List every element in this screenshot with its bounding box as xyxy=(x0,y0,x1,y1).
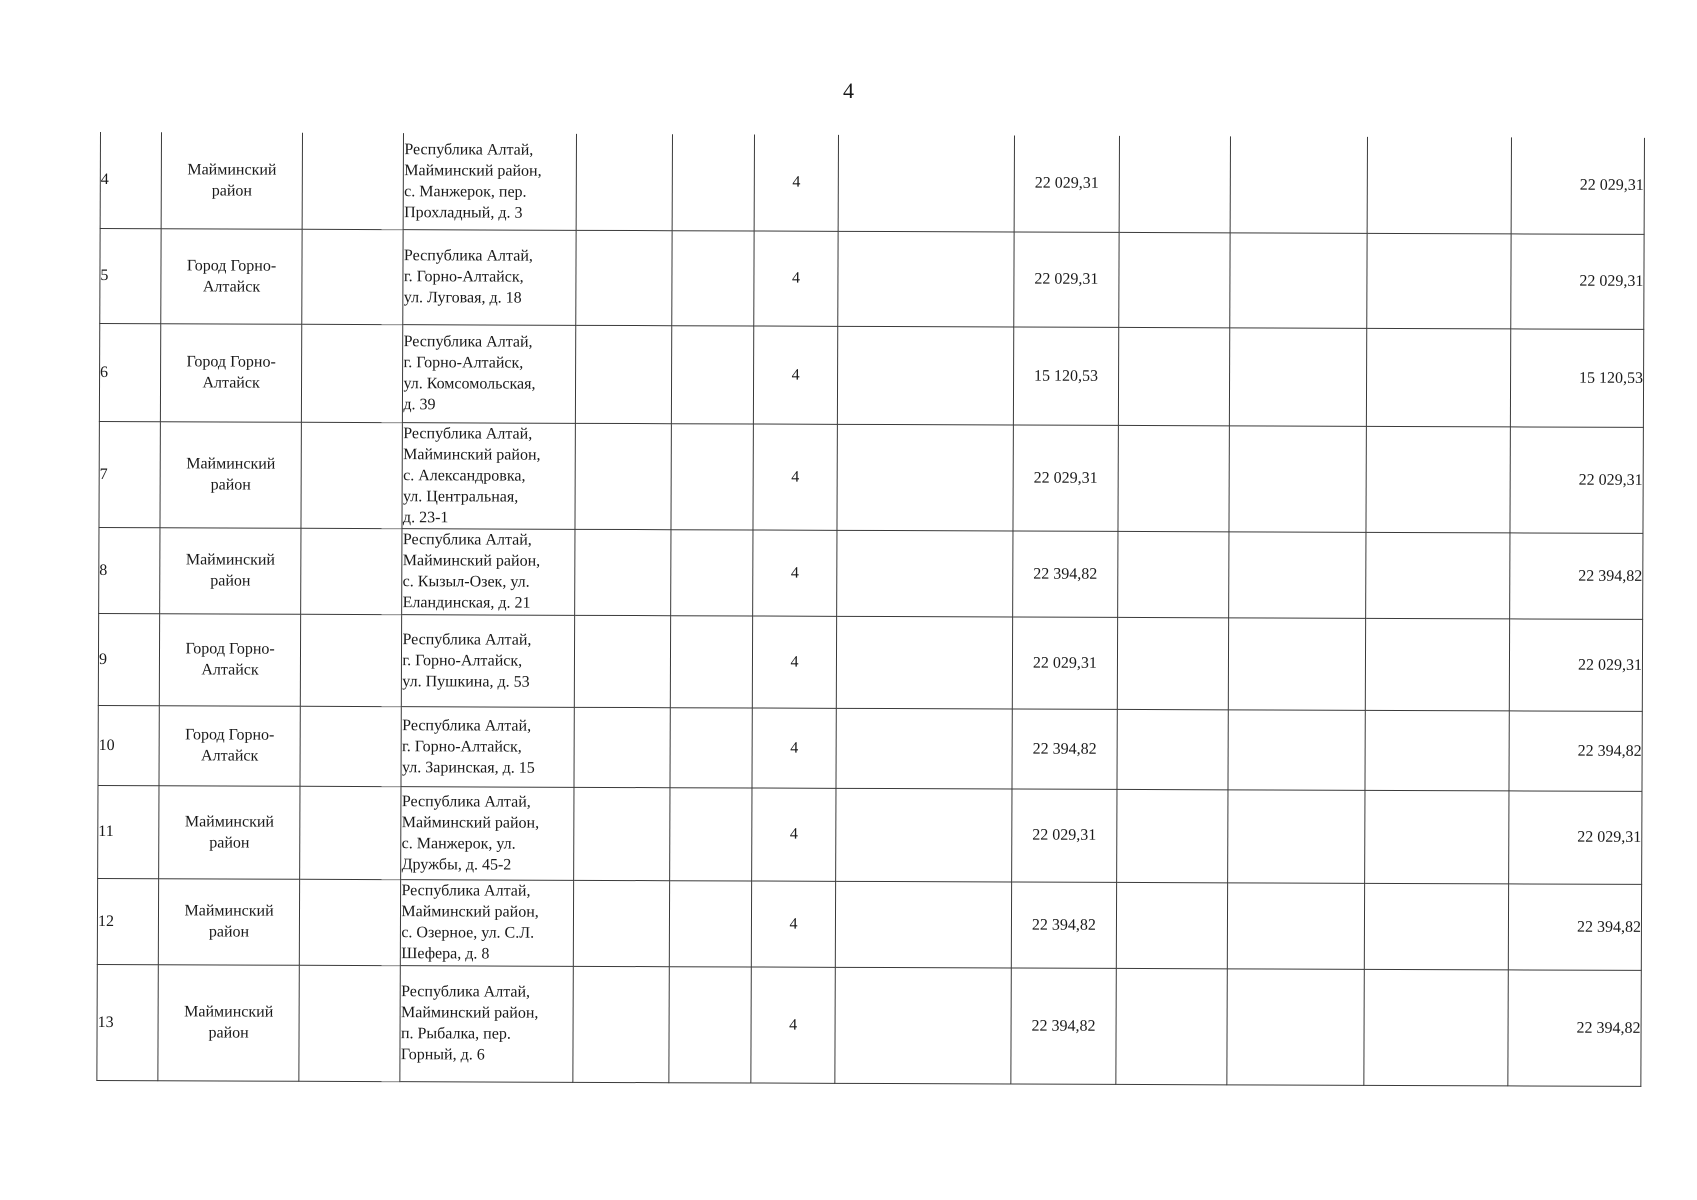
address-line: Республика Алтай, xyxy=(401,882,531,900)
amount-cell xyxy=(1012,882,1117,968)
municipality-cell xyxy=(158,878,300,965)
table-row xyxy=(98,785,1642,884)
empty-cell xyxy=(1365,883,1509,970)
quantity-cell xyxy=(754,326,838,424)
amount-value: 22 394,82 xyxy=(1031,1017,1096,1035)
address-line: Республика Алтай, xyxy=(402,716,532,735)
row-number-cell xyxy=(100,132,161,228)
amount-value: 22 394,82 xyxy=(1033,565,1098,583)
empty-cell xyxy=(1367,328,1511,427)
empty-cell xyxy=(300,786,401,879)
municipality-cell xyxy=(160,527,302,614)
municipality-line: Город Горно- xyxy=(185,640,275,658)
empty-cell xyxy=(1229,531,1367,618)
empty-cell xyxy=(669,966,752,1082)
row-number: 11 xyxy=(98,822,114,841)
empty-cell xyxy=(837,530,1014,617)
total-value: 22 394,82 xyxy=(1576,918,1641,936)
row-number: 5 xyxy=(100,267,109,285)
address-line: г. Горно-Алтайск, xyxy=(402,651,523,670)
empty-cell xyxy=(835,881,1012,968)
address-line: ул. Пушкина, д. 53 xyxy=(402,672,530,691)
empty-cell xyxy=(669,787,752,880)
empty-cell xyxy=(670,707,753,787)
amount-value: 15 120,53 xyxy=(1034,367,1099,385)
municipality-cell xyxy=(158,964,300,1081)
municipality-line: Майминский xyxy=(187,161,277,179)
address-line: Майминский район, xyxy=(403,445,541,464)
municipality-line: район xyxy=(208,923,250,941)
total-value: 22 029,31 xyxy=(1577,656,1642,674)
empty-cell xyxy=(301,422,403,528)
amount-value: 22 029,31 xyxy=(1034,270,1099,288)
empty-cell xyxy=(838,135,1015,232)
empty-cell xyxy=(1230,232,1368,328)
amount-cell xyxy=(1014,327,1119,425)
total-cell xyxy=(1508,790,1642,884)
empty-cell xyxy=(1228,617,1366,710)
empty-cell xyxy=(576,134,672,230)
empty-cell xyxy=(575,325,671,423)
empty-cell xyxy=(1118,232,1230,327)
total-value: 22 029,31 xyxy=(1578,471,1643,489)
total-value: 22 029,31 xyxy=(1579,176,1644,195)
total-value: 22 394,82 xyxy=(1576,1019,1641,1037)
row-number-cell xyxy=(97,878,158,964)
empty-cell xyxy=(1365,710,1509,791)
total-value: 22 029,31 xyxy=(1577,828,1642,846)
empty-cell xyxy=(302,133,404,229)
empty-cell xyxy=(1227,968,1365,1085)
municipality-line: район xyxy=(209,833,250,852)
address-cell xyxy=(400,965,573,1082)
address-cell xyxy=(401,786,574,880)
empty-cell xyxy=(573,880,669,966)
total-cell xyxy=(1511,137,1645,234)
row-number: 12 xyxy=(97,912,115,930)
empty-cell xyxy=(836,708,1013,789)
amount-cell xyxy=(1014,232,1119,327)
address-line: г. Горно-Алтайск, xyxy=(402,737,522,756)
empty-cell xyxy=(574,615,670,707)
empty-cell xyxy=(1366,618,1510,711)
amount-cell xyxy=(1013,531,1118,617)
municipality-cell xyxy=(161,132,303,229)
address-line: ул. Заринская, д. 15 xyxy=(401,758,535,777)
total-cell xyxy=(1508,883,1642,970)
empty-cell xyxy=(300,879,401,965)
address-line: ул. Центральная, xyxy=(402,487,519,506)
empty-cell xyxy=(671,325,754,423)
empty-cell xyxy=(837,326,1014,425)
municipality-line: Алтайск xyxy=(202,277,261,296)
address-line: п. Рыбалка, пер. xyxy=(400,1025,511,1043)
empty-cell xyxy=(1367,233,1511,329)
municipality-line: район xyxy=(211,182,253,200)
quantity-cell xyxy=(754,135,838,231)
municipality-line: район xyxy=(210,572,251,590)
municipality-line: Город Горно- xyxy=(185,726,275,744)
document-table xyxy=(96,132,1645,1086)
total-cell xyxy=(1508,969,1642,1086)
empty-cell xyxy=(299,965,401,1081)
empty-cell xyxy=(574,707,670,787)
row-number-cell xyxy=(98,785,159,878)
municipality-line: Алтайск xyxy=(201,661,259,679)
quantity-value: 4 xyxy=(791,366,800,384)
municipality-line: Алтайск xyxy=(201,747,259,765)
empty-cell xyxy=(835,967,1012,1084)
amount-cell xyxy=(1012,789,1117,882)
table-row xyxy=(98,613,1642,711)
row-number: 6 xyxy=(100,363,109,381)
empty-cell xyxy=(573,966,669,1082)
empty-cell xyxy=(1366,532,1510,619)
empty-cell xyxy=(575,423,671,529)
total-cell xyxy=(1511,233,1645,329)
address-line: с. Манжерок, пер. xyxy=(404,182,527,201)
address-line: г. Горно-Алтайск, xyxy=(403,268,524,286)
total-cell xyxy=(1510,426,1644,533)
address-line: Майминский район, xyxy=(401,813,540,832)
row-number-cell xyxy=(98,705,159,785)
address-cell xyxy=(401,706,574,787)
quantity-cell xyxy=(751,967,835,1083)
address-line: ул. Луговая, д. 18 xyxy=(403,289,522,307)
quantity-value: 4 xyxy=(789,915,798,933)
total-value: 22 394,82 xyxy=(1577,742,1642,760)
municipality-line: Город Горно- xyxy=(186,353,276,371)
quantity-cell xyxy=(752,881,836,967)
table-row xyxy=(99,527,1643,619)
total-value: 22 394,82 xyxy=(1578,567,1643,585)
amount-value: 22 029,31 xyxy=(1032,654,1097,672)
municipality-cell xyxy=(159,705,301,786)
row-number-cell xyxy=(99,421,160,527)
empty-cell xyxy=(302,229,404,324)
total-value: 22 029,31 xyxy=(1579,272,1644,290)
empty-cell xyxy=(1228,789,1366,883)
empty-cell xyxy=(1116,789,1228,882)
address-line: Еландинская, д. 21 xyxy=(402,594,531,612)
municipality-line: Майминский xyxy=(186,455,276,473)
municipality-line: район xyxy=(208,1024,249,1042)
amount-cell xyxy=(1014,136,1119,232)
row-number: 13 xyxy=(97,1013,114,1031)
quantity-cell xyxy=(753,616,837,708)
empty-cell xyxy=(300,706,401,786)
municipality-line: район xyxy=(210,476,251,494)
empty-cell xyxy=(670,529,753,615)
municipality-line: Майминский xyxy=(184,902,274,920)
quantity-value: 4 xyxy=(790,653,799,671)
row-number-cell xyxy=(98,613,159,705)
amount-value: 22 394,82 xyxy=(1031,916,1096,934)
empty-cell xyxy=(836,788,1013,882)
row-number: 8 xyxy=(99,561,108,579)
address-line: д. 23-1 xyxy=(402,508,449,526)
quantity-cell xyxy=(752,788,836,881)
quantity-value: 4 xyxy=(790,739,799,757)
address-line: Республика Алтай, xyxy=(403,247,533,265)
amount-cell xyxy=(1011,968,1116,1084)
empty-cell xyxy=(1118,327,1230,425)
amount-cell xyxy=(1013,425,1118,531)
amount-value: 22 394,82 xyxy=(1032,740,1097,758)
empty-cell xyxy=(1365,790,1509,884)
empty-cell xyxy=(1364,969,1508,1086)
address-line: Майминский район, xyxy=(402,552,541,570)
table-row xyxy=(100,228,1644,329)
row-number-cell xyxy=(99,527,160,613)
empty-cell xyxy=(838,231,1015,327)
empty-cell xyxy=(1366,426,1510,533)
row-number: 7 xyxy=(99,465,108,483)
total-value: 15 120,53 xyxy=(1579,369,1644,387)
empty-cell xyxy=(1117,709,1229,789)
empty-cell xyxy=(1117,617,1229,709)
quantity-cell xyxy=(754,231,838,326)
table-row xyxy=(99,323,1643,427)
row-number-cell xyxy=(99,323,160,421)
empty-cell xyxy=(836,616,1013,709)
empty-cell xyxy=(1117,531,1229,617)
table-row xyxy=(98,705,1642,791)
empty-cell xyxy=(574,529,670,615)
address-line: Шефера, д. 8 xyxy=(401,945,490,963)
address-line: с. Александровка, xyxy=(403,466,526,485)
total-cell xyxy=(1509,532,1643,619)
municipality-line: Алтайск xyxy=(202,374,260,392)
empty-cell xyxy=(669,880,752,966)
empty-cell xyxy=(301,614,402,706)
empty-cell xyxy=(671,423,754,529)
address-cell xyxy=(402,614,575,707)
address-line: с. Озерное, ул. С.Л. xyxy=(401,924,535,942)
municipality-cell xyxy=(160,323,302,422)
municipality-cell xyxy=(160,421,302,528)
row-number: 9 xyxy=(98,650,108,668)
table-row xyxy=(99,421,1643,533)
address-line: Майминский район, xyxy=(401,1004,539,1022)
row-number-cell xyxy=(100,228,161,323)
row-number: 4 xyxy=(100,171,109,189)
empty-cell xyxy=(302,324,404,422)
empty-cell xyxy=(672,134,755,230)
address-line: ул. Комсомольская, xyxy=(403,375,536,393)
empty-cell xyxy=(1229,327,1367,426)
empty-cell xyxy=(1229,425,1367,532)
address-line: Республика Алтай, xyxy=(401,792,531,811)
address-cell xyxy=(403,229,576,325)
address-line: г. Горно-Алтайск, xyxy=(403,354,524,372)
row-number: 10 xyxy=(98,736,115,754)
empty-cell xyxy=(670,615,753,707)
amount-value: 22 029,31 xyxy=(1034,174,1099,193)
empty-cell xyxy=(1228,709,1366,790)
table-row xyxy=(97,878,1641,970)
total-cell xyxy=(1509,618,1643,711)
quantity-cell xyxy=(753,424,837,530)
amount-value: 22 029,31 xyxy=(1032,826,1097,844)
quantity-value: 4 xyxy=(791,468,800,486)
address-cell xyxy=(404,133,577,230)
address-line: Республика Алтай, xyxy=(403,333,533,351)
quantity-value: 4 xyxy=(792,173,801,191)
municipality-line: Майминский xyxy=(185,551,276,569)
quantity-cell xyxy=(752,708,836,788)
quantity-value: 4 xyxy=(790,564,799,582)
table-row xyxy=(97,964,1641,1086)
municipality-cell xyxy=(159,613,301,706)
empty-cell xyxy=(576,230,672,325)
address-cell xyxy=(403,324,576,423)
municipality-line: Майминский xyxy=(184,1003,274,1021)
empty-cell xyxy=(1115,968,1227,1084)
total-cell xyxy=(1509,710,1643,791)
quantity-value: 4 xyxy=(789,825,798,843)
empty-cell xyxy=(671,230,754,325)
empty-cell xyxy=(837,424,1014,531)
empty-cell xyxy=(301,528,402,614)
address-line: Прохладный, д. 3 xyxy=(404,203,523,222)
address-line: Горный, д. 6 xyxy=(400,1046,485,1064)
empty-cell xyxy=(573,787,669,880)
empty-cell xyxy=(1118,425,1230,531)
amount-cell xyxy=(1012,709,1117,789)
address-line: Республика Алтай, xyxy=(403,424,533,443)
empty-cell xyxy=(1227,882,1365,969)
address-line: Майминский район, xyxy=(401,903,539,921)
address-line: с. Манжерок, ул. xyxy=(401,834,516,853)
municipality-line: Город Горно- xyxy=(186,256,277,275)
address-line: Республика Алтай, xyxy=(401,983,531,1001)
address-line: с. Кызыл-Озек, ул. xyxy=(402,573,530,591)
address-line: Республика Алтай, xyxy=(402,531,532,549)
quantity-value: 4 xyxy=(792,269,801,287)
amount-cell xyxy=(1013,617,1118,709)
quantity-value: 4 xyxy=(789,1016,798,1034)
empty-cell xyxy=(1116,882,1228,968)
quantity-cell xyxy=(753,530,837,616)
empty-cell xyxy=(1230,136,1368,233)
address-line: Республика Алтай, xyxy=(404,140,534,159)
amount-value: 22 029,31 xyxy=(1033,469,1098,487)
table-row xyxy=(100,132,1644,234)
table-body xyxy=(97,132,1645,1086)
municipality-cell xyxy=(161,228,303,324)
address-cell xyxy=(402,422,575,529)
address-line: д. 39 xyxy=(403,396,436,414)
empty-cell xyxy=(1119,136,1231,232)
address-cell xyxy=(401,879,574,966)
page-number: 4 xyxy=(843,78,854,103)
total-cell xyxy=(1510,328,1644,427)
address-line: Майминский район, xyxy=(404,161,542,180)
empty-cell xyxy=(1367,137,1511,234)
address-line: Республика Алтай, xyxy=(402,630,532,649)
municipality-line: Майминский xyxy=(184,812,275,831)
row-number-cell xyxy=(97,964,158,1080)
address-line: Дружбы, д. 45-2 xyxy=(401,855,512,874)
address-cell xyxy=(402,528,575,615)
municipality-cell xyxy=(159,785,301,879)
